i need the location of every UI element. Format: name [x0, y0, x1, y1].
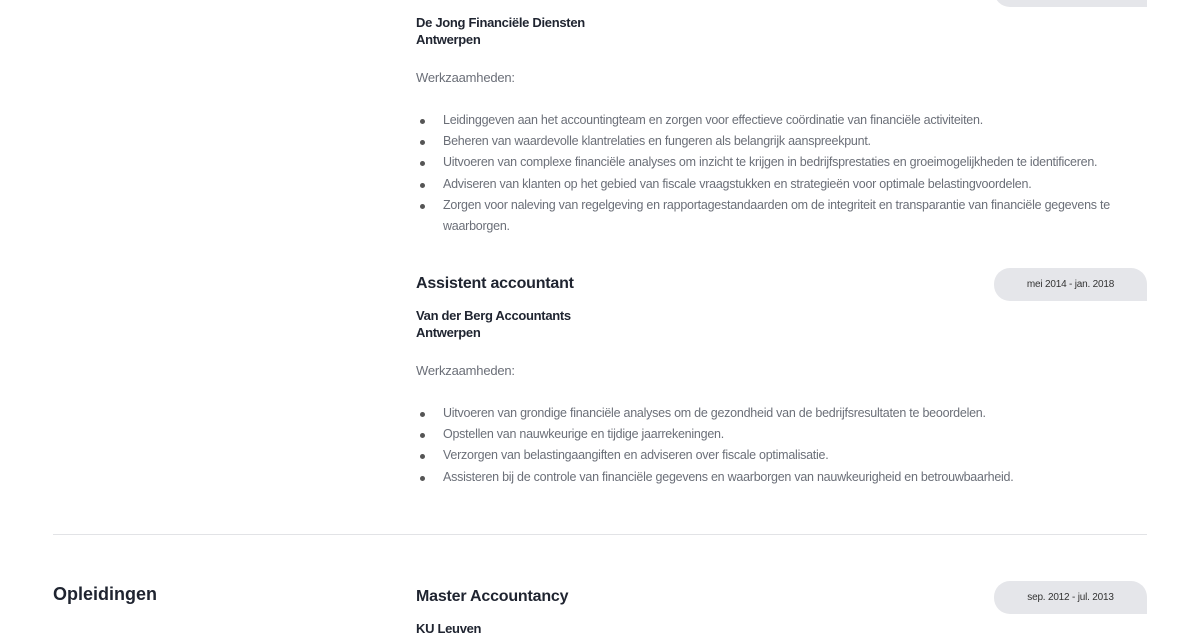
date-badge — [994, 0, 1147, 7]
list-item: Assisteren bij de controle van financiële gegevens en waarborgen van nauwkeurigheid en betrouwbaarheid. — [416, 467, 1146, 488]
job-title: Assistent accountant — [416, 275, 574, 292]
company-city: Antwerpen — [416, 32, 481, 47]
job-company — [416, 307, 571, 341]
education-school: KU Leuven — [416, 621, 482, 636]
company-name: De Jong Financiële Diensten — [416, 15, 585, 30]
list-item: Uitvoeren van complexe financiële analyses om inzicht te krijgen in bedrijfsprestaties en groeimogelijkheden te identificeren. — [416, 152, 1146, 173]
tasks-label: Werkzaamheden: — [416, 70, 515, 85]
date-badge: mei 2014 - jan. 2018 — [994, 268, 1147, 301]
list-item: Verzorgen van belastingaangiften en adviseren over fiscale optimalisatie. — [416, 445, 1146, 466]
tasks-label: Werkzaamheden: — [416, 363, 515, 378]
task-list — [416, 403, 1146, 488]
section-title: Opleidingen — [53, 584, 158, 604]
list-item: Opstellen van nauwkeurige en tijdige jaarrekeningen. — [416, 424, 1146, 445]
job-company — [416, 14, 585, 48]
education-title: Master Accountancy — [416, 588, 569, 605]
task-list — [416, 110, 1146, 237]
list-item: Uitvoeren van grondige financiële analyses om de gezondheid van de bedrijfsresultaten te beoordelen. — [416, 403, 1146, 424]
company-city: Antwerpen — [416, 325, 481, 340]
list-item: Adviseren van klanten op het gebied van fiscale vraagstukken en strategieën voor optimale belastingvoordelen. — [416, 174, 1146, 195]
list-item: Zorgen voor naleving van regelgeving en rapportagestandaarden om de integriteit en transparantie van financiële gegevens te waarborgen. — [416, 195, 1136, 237]
date-badge: sep. 2012 - jul. 2013 — [994, 581, 1147, 614]
section-divider — [53, 534, 1147, 535]
company-name: Van der Berg Accountants — [416, 308, 571, 323]
list-item: Beheren van waardevolle klantrelaties en fungeren als belangrijk aanspreekpunt. — [416, 131, 1146, 152]
list-item: Leidinggeven aan het accountingteam en zorgen voor effectieve coördinatie van financiële activiteiten. — [416, 110, 1146, 131]
